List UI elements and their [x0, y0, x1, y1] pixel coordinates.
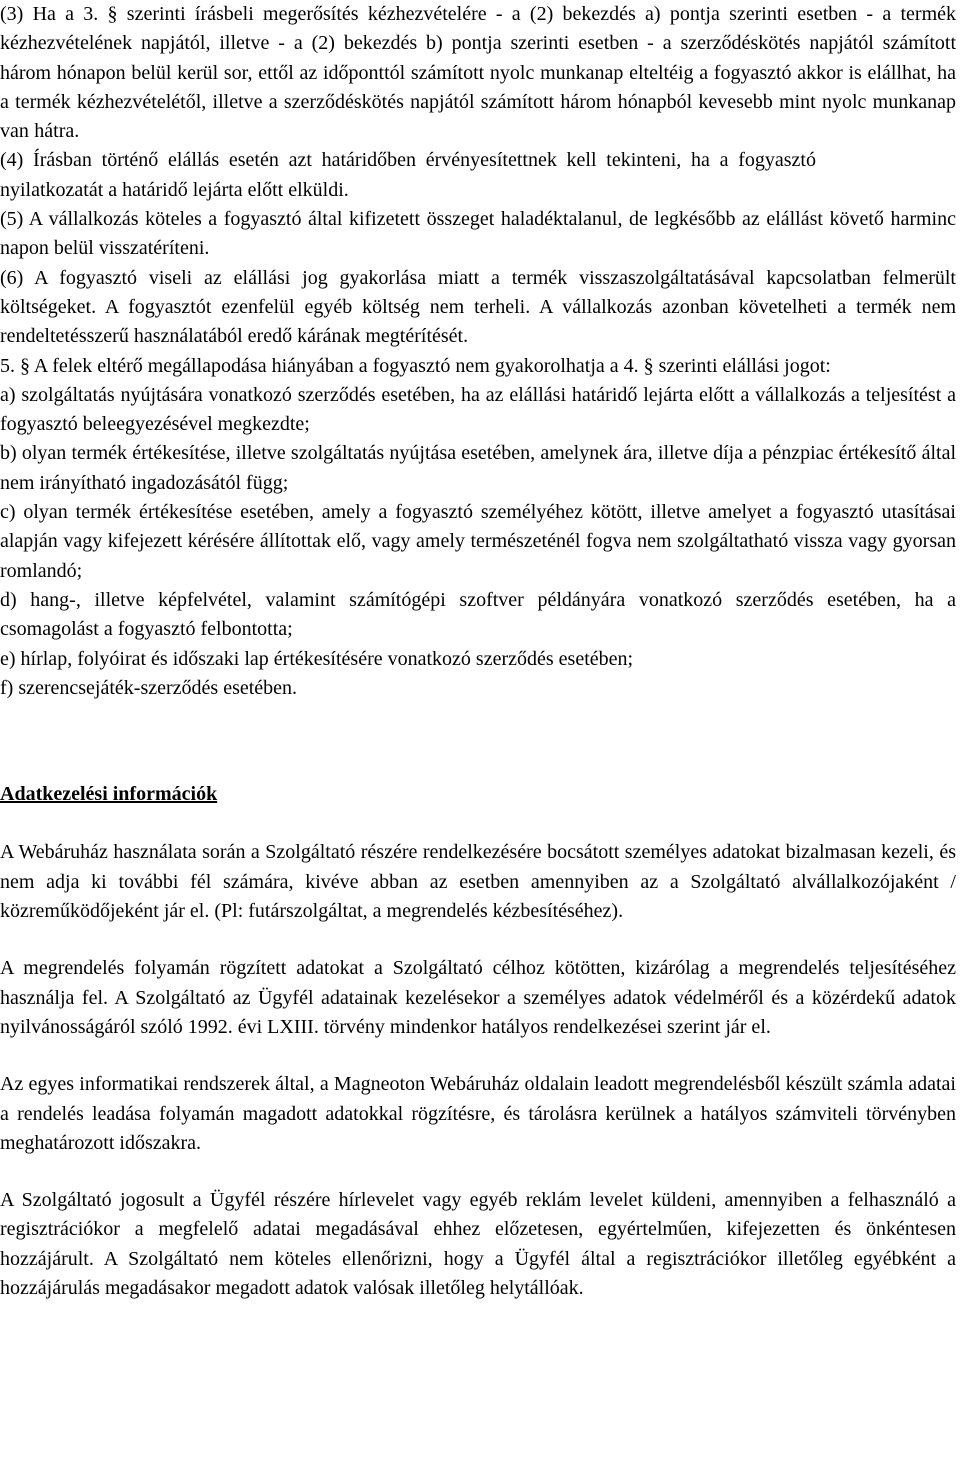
list-item-d: d) hang-, illetve képfelvétel, valamint számítógépi szoftver példányára vonatkozó szerződés esetében, ha a csomagolást a fogyasztó felbontotta;	[0, 588, 956, 641]
list-item-b: b) olyan termék értékesítése, illetve szolgáltatás nyújtása esetében, amelynek ára, illetve díja a pénzpiac értékesítő által nem irányítható ingadozásától függ;	[0, 442, 956, 494]
paragraph-5: (5) A vállalkozás köteles a fogyasztó által kifizetett összeget haladéktalanul, de legkésőbb az elállást követő harminc napon belül visszatéríteni.	[0, 208, 956, 260]
spacer	[0, 1042, 956, 1070]
privacy-paragraph-1: A Webáruház használata során a Szolgáltató részére rendelkezésére bocsátott személyes adatokat bizalmasan kezeli, és nem adja ki további fél számára, kivéve abban az esetben amennyiben az a Szolgáltató alvállalkozójaként / közreműködőjeként jár el. (Pl: futárszolgáltat, a megrendelés kézbesítéséhez).	[0, 841, 956, 923]
paragraph-section-5: 5. § A felek eltérő megállapodása hiányában a fogyasztó nem gyakorolhatja a 4. § szerinti elállási jogot:	[0, 354, 831, 377]
list-item-e: e) hírlap, folyóirat és időszaki lap értékesítésére vonatkozó szerződés esetében;	[0, 647, 634, 670]
spacer	[0, 926, 956, 954]
privacy-paragraph-3: Az egyes informatikai rendszerek által, a Magneoton Webáruház oldalain leadott megrendelésből készült számla adatai a rendelés leadása folyamán magadott adatokkal rögzítésre, és tárolásra kerülnek a hatályos számviteli törvényben meghatározott időszakra.	[0, 1073, 956, 1154]
spacer	[0, 809, 956, 838]
paragraph-4: (4) Írásban történő elállás esetén azt határidőben érvényesítettnek kell tekinteni, ha a fogyasztó nyilatkozatát a határidő lejárta előtt elküldi.	[0, 149, 816, 201]
spacer	[0, 1158, 956, 1186]
privacy-paragraph-2: A megrendelés folyamán rögzített adatokat a Szolgáltató célhoz kötötten, kizárólag a megrendelés teljesítéséhez használja fel. A Szolgáltató az Ügyfél adatainak kezelésekor a személyes adatok védelméről és a közérdekű adatok nyilvánosságáról szóló 1992. évi LXIII. törvény mindenkor hatályos rendelkezései szerint jár el.	[0, 957, 956, 1038]
list-item-a: a) szolgáltatás nyújtására vonatkozó szerződés esetében, ha az elállási határidő lejárta előtt a vállalkozás a teljesítést a fogyasztó beleegyezésével megkezdte;	[0, 383, 956, 436]
list-item-c: c) olyan termék értékesítése esetében, amely a fogyasztó személyéhez kötött, illetve amelyet a fogyasztó utasításai alapján vagy kifejezett kérésére állítottak elő, vagy amely természeténél fogva nem szolgáltatható vissza vagy gyorsan romlandó;	[0, 501, 956, 582]
spacer	[0, 703, 956, 780]
list-item-f: f) szerencsejáték-szerződés esetében.	[0, 676, 298, 699]
section-title: Adatkezelési információk	[0, 783, 218, 806]
privacy-paragraph-4: A Szolgáltató jogosult a Ügyfél részére hírlevelet vagy egyéb reklám levelet küldeni, amennyiben a felhasználó a regisztrációkor a megfelelő adatai megadásával ehhez előzetesen, egyértelműen, kifejezetten és önkéntesen hozzájárult. A Szolgáltató nem köteles ellenőrizni, hogy a Ügyfél által a regisztrációkor illetőleg egyébként a hozzájárulás megadásakor megadott adatok valósak illetőleg helytállóak.	[0, 1189, 956, 1299]
paragraph-3: (3) Ha a 3. § szerinti írásbeli megerősítés kézhezvételére - a (2) bekezdés a) pontja szerinti esetben - a termék kézhezvételének napjától, illetve - a (2) bekezdés b) pontja szerinti esetben - a szerződéskötés napjától számított három hónapon belül kerül sor, ettől az időponttól számított nyolc munkanap elteltéig a fogyasztó akkor is elállhat, ha a termék kézhezvételétől, illetve a szerződéskötés napjától számított három hónapból kevesebb mint nyolc munkanap van hátra.	[0, 3, 956, 143]
paragraph-6: (6) A fogyasztó viseli az elállási jog gyakorlása miatt a termék visszaszolgáltatásával kapcsolatban felmerült költségeket. A fogyasztót ezenfelül egyéb költség nem terheli. A vállalkozás azonban követelheti a termék nem rendeltetésszerű használatából eredő kárának megtérítését.	[0, 266, 956, 348]
